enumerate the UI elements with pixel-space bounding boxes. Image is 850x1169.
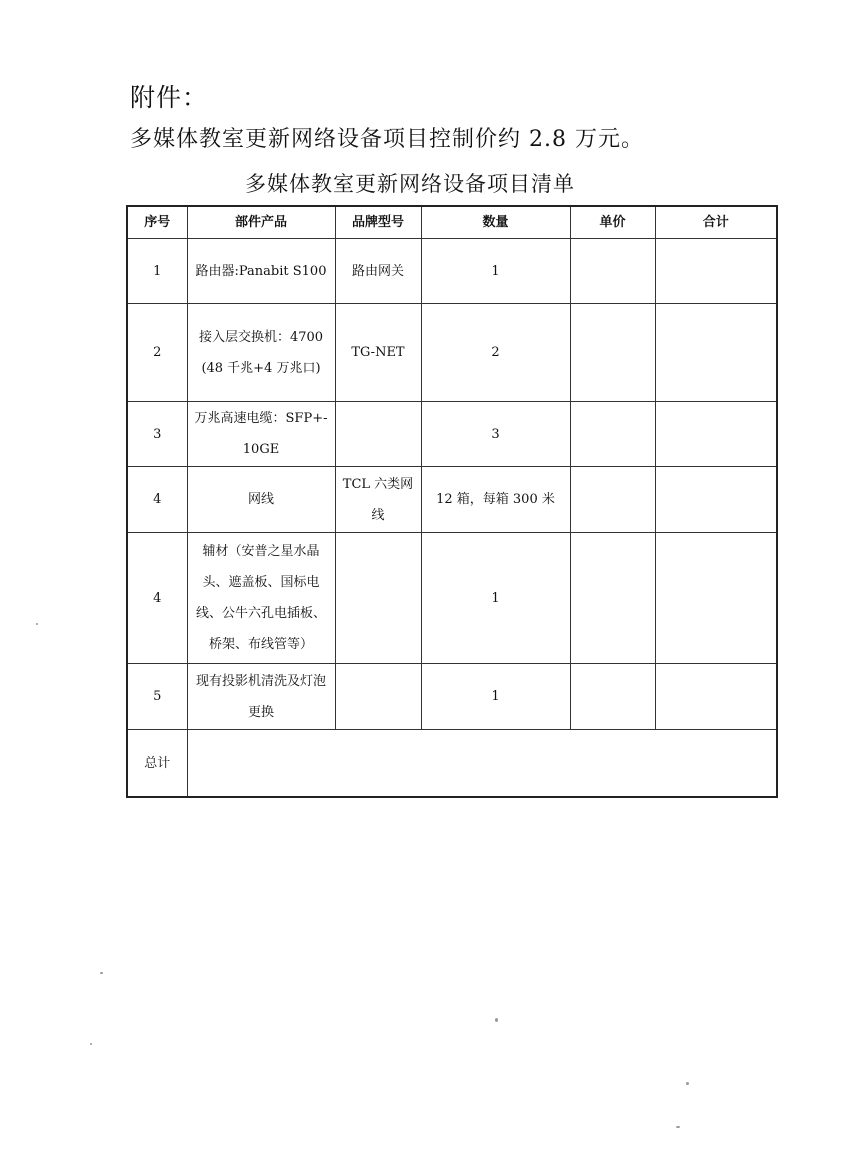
cell-qty: 3 <box>421 402 570 467</box>
cell-unit-price <box>570 467 655 533</box>
col-header-total: 合计 <box>655 206 777 239</box>
cell-unit-price <box>570 304 655 402</box>
cell-total <box>655 402 777 467</box>
cell-brand: 路由网关 <box>335 239 421 304</box>
scan-speck <box>100 972 103 974</box>
cell-unit-price <box>570 664 655 730</box>
col-header-qty: 数量 <box>421 206 570 239</box>
cell-total <box>655 239 777 304</box>
cell-brand <box>335 402 421 467</box>
table-row <box>127 533 777 664</box>
cell-no: 4 <box>127 533 187 664</box>
cell-no: 3 <box>127 402 187 467</box>
cell-product: 接入层交换机：4700(48 千兆+4 万兆口) <box>187 304 335 402</box>
cell-no: 4 <box>127 467 187 533</box>
scan-speck <box>495 1018 498 1022</box>
col-header-brand: 品牌型号 <box>335 206 421 239</box>
scan-speck <box>676 1126 680 1128</box>
table-header-row <box>127 206 777 239</box>
cell-unit-price <box>570 239 655 304</box>
cell-no: 2 <box>127 304 187 402</box>
cell-no: 1 <box>127 239 187 304</box>
cell-brand: TG-NET <box>335 304 421 402</box>
col-header-no: 序号 <box>127 206 187 239</box>
cell-brand: TCL 六类网线 <box>335 467 421 533</box>
table-row <box>127 402 777 467</box>
equipment-table <box>126 205 778 798</box>
table-row <box>127 239 777 304</box>
cell-brand <box>335 664 421 730</box>
cell-brand <box>335 533 421 664</box>
budget-statement: 多媒体教室更新网络设备项目控制价约 2.8 万元。 <box>130 127 644 152</box>
cell-total <box>655 467 777 533</box>
cell-qty: 12 箱，每箱 300 米 <box>421 467 570 533</box>
list-title: 多媒体教室更新网络设备项目清单 <box>245 172 575 196</box>
scan-speck <box>36 623 38 625</box>
table-row <box>127 467 777 533</box>
col-header-unit-price: 单价 <box>570 206 655 239</box>
cell-total <box>655 533 777 664</box>
cell-product: 辅材（安普之星水晶头、遮盖板、国标电线、公牛六孔电插板、桥架、布线管等） <box>187 533 335 664</box>
cell-unit-price <box>570 533 655 664</box>
total-row <box>127 730 777 798</box>
scan-speck <box>90 1043 92 1045</box>
cell-product: 现有投影机清洗及灯泡更换 <box>187 664 335 730</box>
scan-speck <box>686 1082 689 1085</box>
total-value <box>187 730 777 798</box>
table-row <box>127 664 777 730</box>
cell-qty: 1 <box>421 239 570 304</box>
cell-total <box>655 304 777 402</box>
total-label: 总计 <box>127 730 187 798</box>
cell-no: 5 <box>127 664 187 730</box>
cell-qty: 1 <box>421 533 570 664</box>
cell-product: 万兆高速电缆：SFP+-10GE <box>187 402 335 467</box>
table-row <box>127 304 777 402</box>
cell-total <box>655 664 777 730</box>
cell-qty: 1 <box>421 664 570 730</box>
cell-product: 路由器:Panabit S100 <box>187 239 335 304</box>
col-header-product: 部件产品 <box>187 206 335 239</box>
cell-unit-price <box>570 402 655 467</box>
cell-product: 网线 <box>187 467 335 533</box>
attachment-label: 附件： <box>130 83 209 112</box>
cell-qty: 2 <box>421 304 570 402</box>
